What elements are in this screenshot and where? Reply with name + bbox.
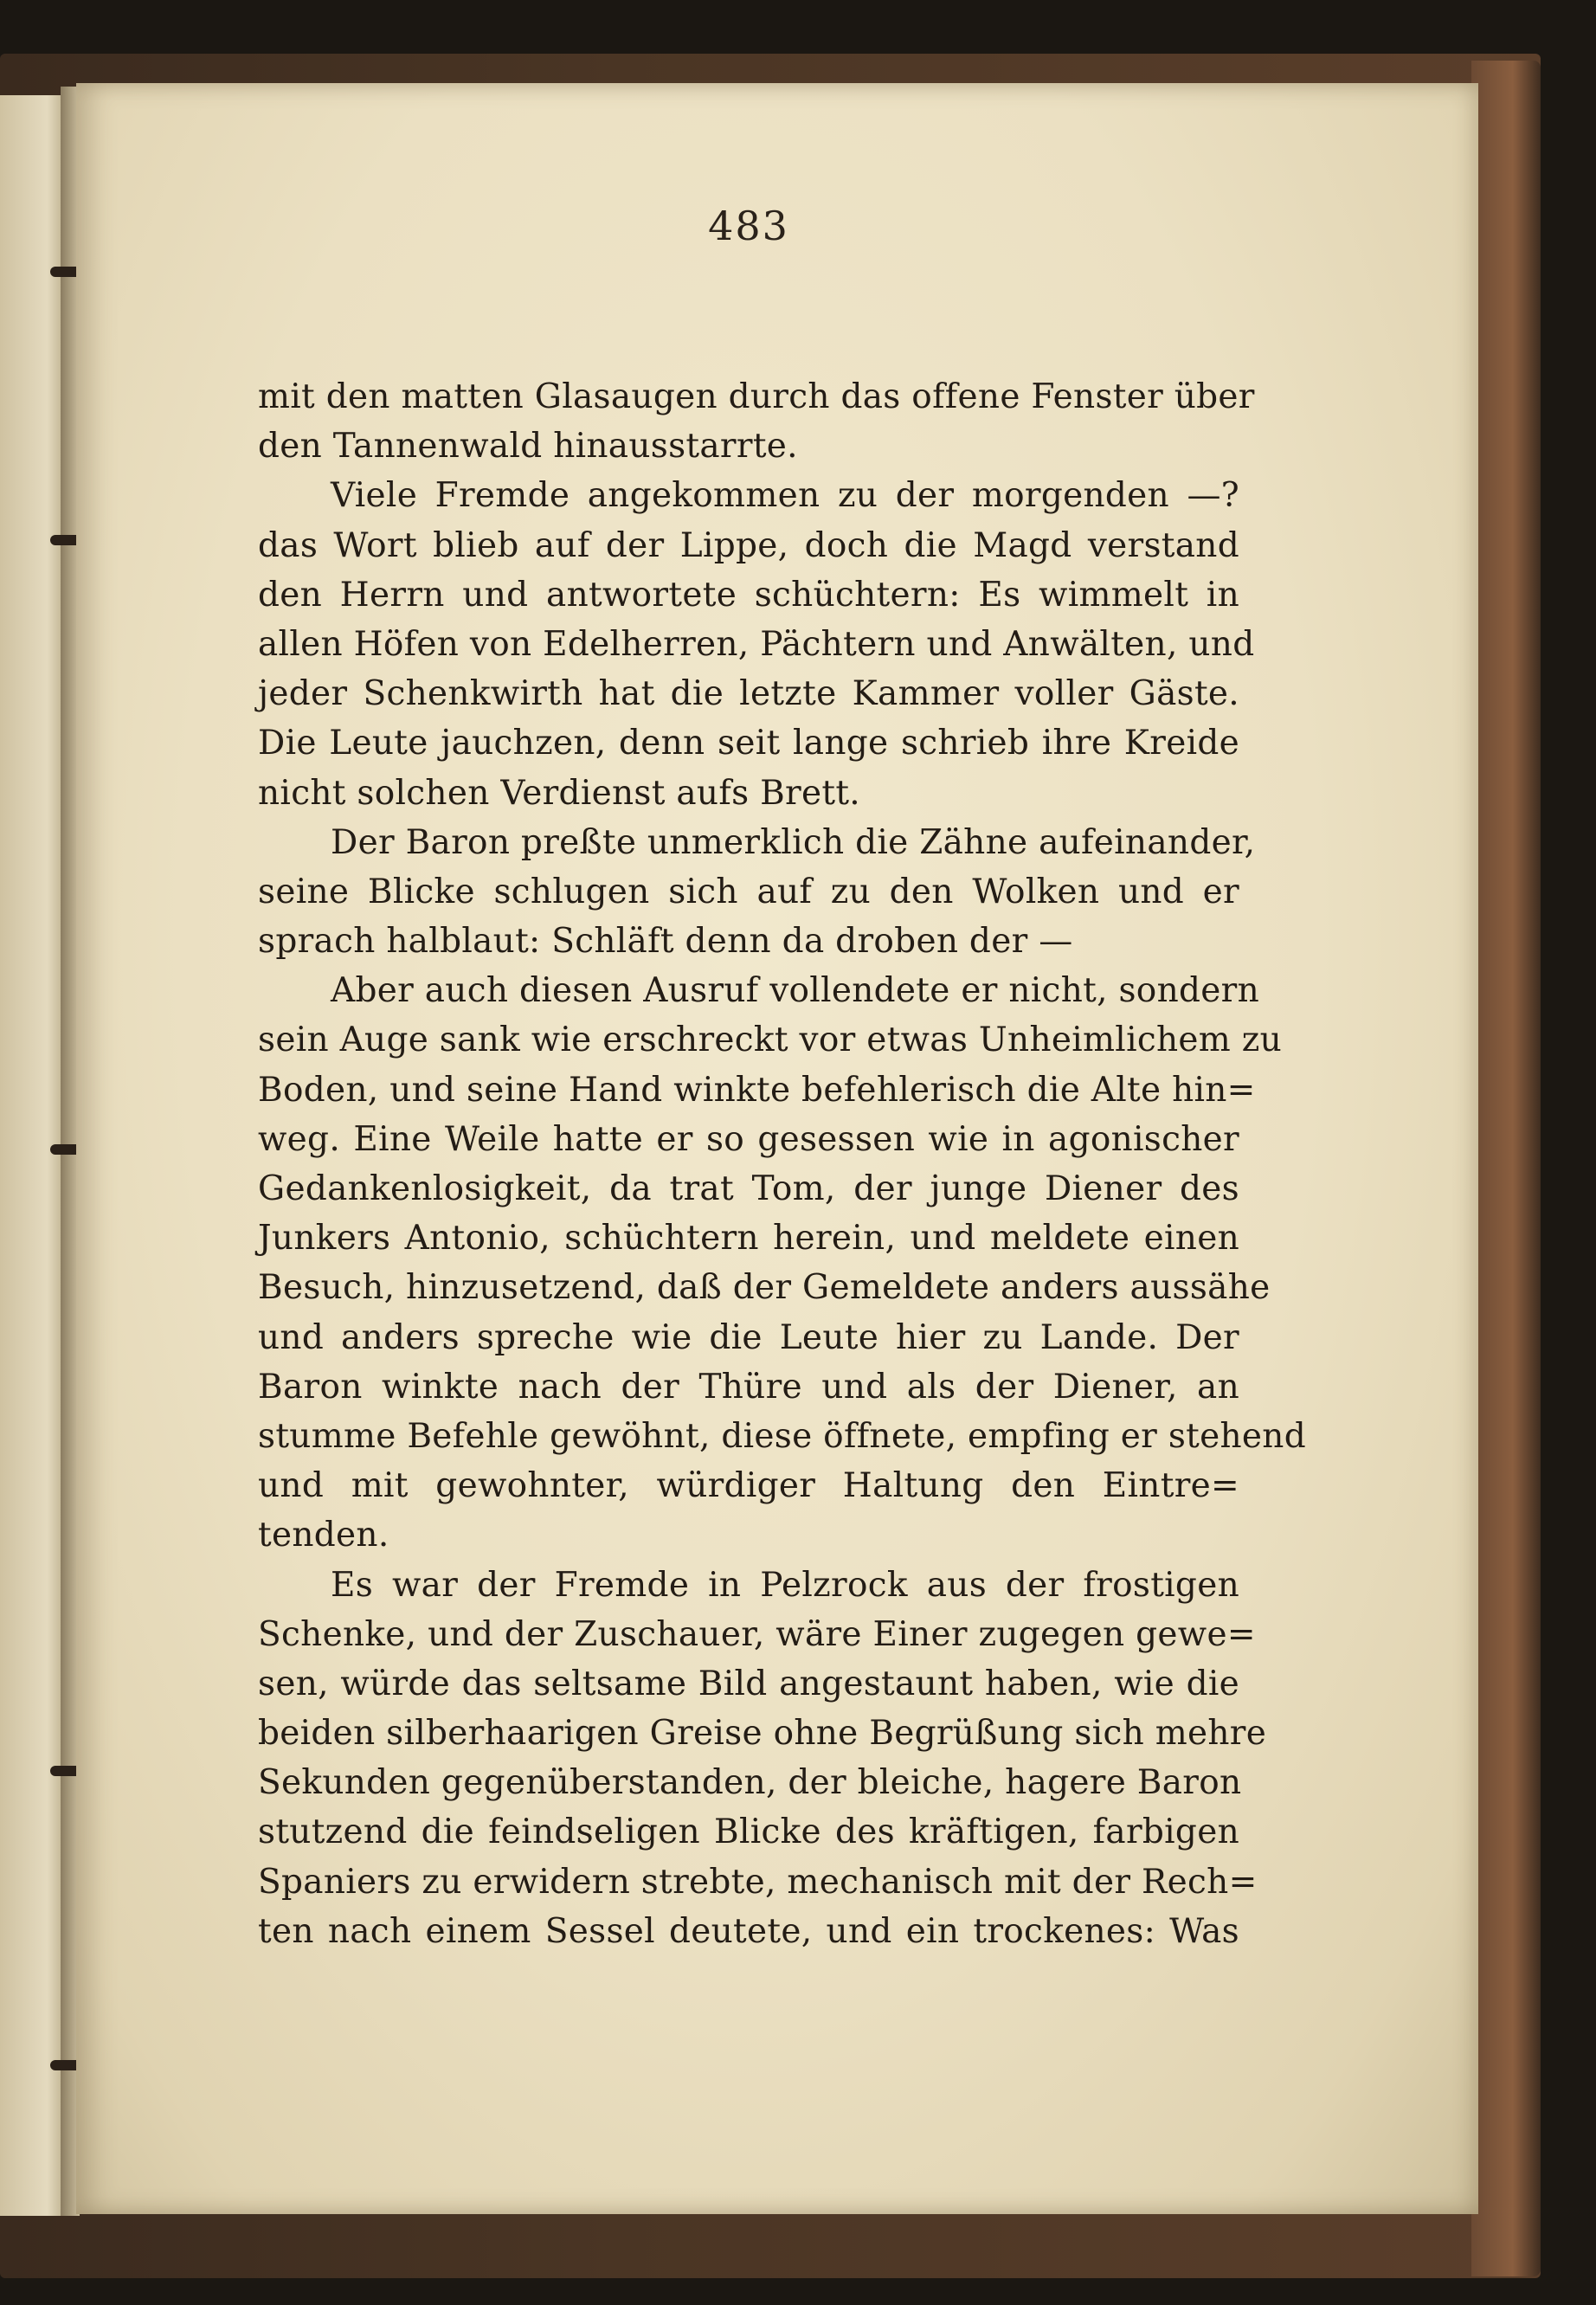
text-line: stutzend die feindseligen Blicke des kräftigen, farbigen <box>258 1812 1239 1852</box>
text-line: Die Leute jauchzen, denn seit lange schrieb ihre Kreide <box>258 724 1239 763</box>
text-line: tenden. <box>258 1516 389 1555</box>
text-line: beiden silberhaarigen Greise ohne Begrüßung sich mehre <box>258 1714 1267 1754</box>
text-line: allen Höfen von Edelherren, Pächtern und Anwälten, und <box>258 624 1255 664</box>
text-line: das Wort blieb auf der Lippe, doch die Magd verstand <box>258 525 1239 565</box>
text-line: mit den matten Glasaugen durch das offene Fenster über <box>258 377 1255 416</box>
text-line: Schenke, und der Zuschauer, wäre Einer zugegen gewe= <box>258 1614 1256 1654</box>
text-line: Besuch, hinzusetzend, daß der Gemeldete anders aussähe <box>258 1268 1271 1308</box>
text-line: sprach halblaut: Schläft denn da droben der — <box>258 922 1073 962</box>
text-line: stumme Befehle gewöhnt, diese öffnete, empfing er stehend <box>258 1416 1306 1456</box>
page-number: 483 <box>708 203 789 249</box>
cover-edge <box>1471 61 1541 2276</box>
text-line: und mit gewohnter, würdiger Haltung den Eintre= <box>258 1466 1239 1506</box>
text-line: Spaniers zu erwidern strebte, mechanisch mit der Rech= <box>258 1862 1258 1902</box>
text-line: den Herrn und antwortete schüchtern: Es wimmelt in <box>258 575 1239 615</box>
page-text <box>258 372 1306 1956</box>
text-line: sen, würde das seltsame Bild angestaunt haben, wie die <box>258 1664 1239 1703</box>
text-line: Aber auch diesen Ausruf vollendete er nicht, sondern <box>331 971 1259 1011</box>
text-line: nicht solchen Verdienst aufs Brett. <box>258 773 861 813</box>
text-line: Baron winkte nach der Thüre und als der Diener, an <box>258 1367 1239 1407</box>
left-page-edge <box>0 95 68 2216</box>
text-line: und anders spreche wie die Leute hier zu Lande. Der <box>258 1317 1239 1357</box>
text-line: Gedankenlosigkeit, da trat Tom, der junge Diener des <box>258 1169 1239 1208</box>
text-line: sein Auge sank wie erschreckt vor etwas Unheimlichem zu <box>258 1021 1283 1060</box>
text-line: jeder Schenkwirth hat die letzte Kammer voller Gäste. <box>258 674 1239 714</box>
text-line: ten nach einem Sessel deutete, und ein trockenes: Was <box>258 1911 1239 1951</box>
text-line: Junkers Antonio, schüchtern herein, und meldete einen <box>258 1219 1239 1259</box>
text-line: den Tannenwald hinausstarrte. <box>258 427 798 467</box>
text-line: Sekunden gegenüberstanden, der bleiche, hagere Baron <box>258 1763 1242 1803</box>
text-line: Der Baron preßte unmerklich die Zähne aufeinander, <box>331 822 1256 862</box>
text-line: seine Blicke schlugen sich auf zu den Wolken und er <box>258 872 1239 911</box>
text-line: Boden, und seine Hand winkte befehlerisch die Alte hin= <box>258 1070 1256 1110</box>
text-line: Es war der Fremde in Pelzrock aus der frostigen <box>331 1565 1239 1605</box>
text-line: weg. Eine Weile hatte er so gesessen wie in agonischer <box>258 1119 1239 1159</box>
text-line: Viele Fremde angekommen zu der morgenden —? <box>331 476 1239 516</box>
